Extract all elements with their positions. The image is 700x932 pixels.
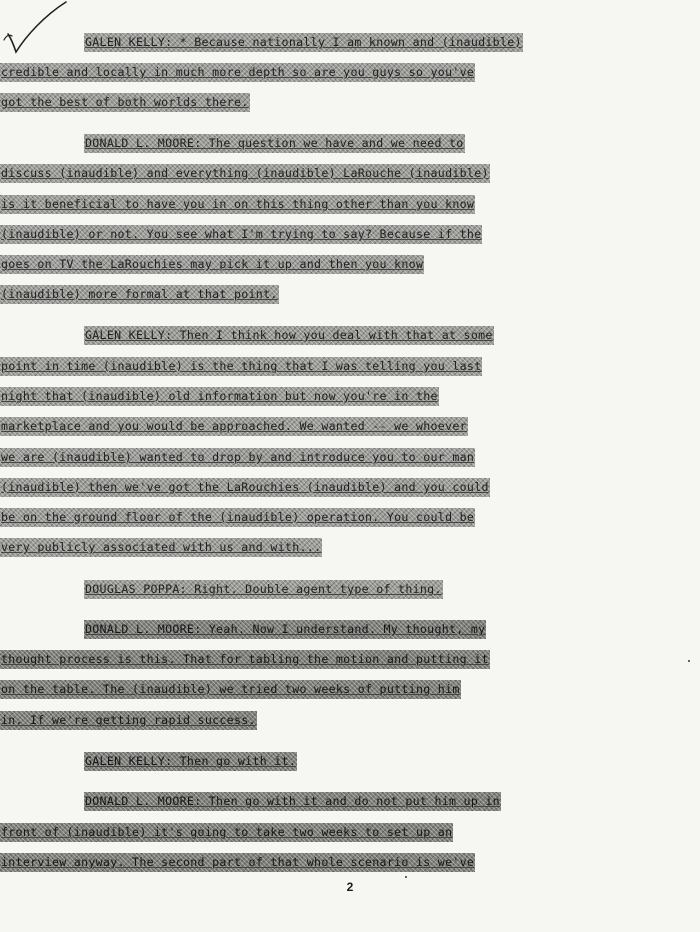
transcript-line-text: GALEN KELLY: Then I think how you deal with that at some: [84, 326, 494, 345]
transcript-line: [0, 711, 700, 730]
transcript-line-text: goes on TV the LaRouchies may pick it up and then you know: [0, 255, 424, 274]
transcript-line-text: (inaudible) or not. You see what I'm trying to say? Because if the: [0, 225, 482, 244]
transcript-line-text: be on the ground floor of the (inaudible) operation. You could be: [0, 508, 475, 527]
transcript-line-text: got the best of both worlds there.: [0, 93, 250, 112]
transcript-line: [0, 792, 700, 811]
page-number: 2: [346, 880, 354, 894]
transcript-line-text: night that (inaudible) old information but now you're in the: [0, 387, 439, 406]
transcript-line: [0, 164, 700, 183]
transcript-line-text: is it beneficial to have you in on this thing other than you know: [0, 195, 475, 214]
transcript-line: [0, 580, 700, 599]
transcript-line: [0, 134, 700, 153]
transcript-line: [0, 195, 700, 214]
transcript-line: [0, 680, 700, 699]
transcript-line: [0, 417, 700, 436]
transcript-line-text: interview anyway. The second part of that whole scenario is we've: [0, 853, 475, 872]
transcript-line-text: very publicly associated with us and with...: [0, 538, 322, 557]
transcript-line-text: DONALD L. MOORE: The question we have and we need to: [84, 134, 465, 153]
transcript-line-text: DONALD L. MOORE: Yeah. Now I understand. My thought, my: [84, 620, 486, 639]
transcript-line: [0, 508, 700, 527]
transcript-line-text: (inaudible) more formal at that point.: [0, 285, 279, 304]
transcript-line-text: DONALD L. MOORE: Then go with it and do not put him up in: [84, 792, 501, 811]
scan-speck: [688, 660, 690, 662]
transcript-line: [0, 620, 700, 639]
transcript-line: [0, 823, 700, 842]
transcript-line-text: GALEN KELLY: * Because nationally I am known and (inaudible): [84, 33, 523, 52]
transcript-line: [0, 285, 700, 304]
transcript-line: [0, 357, 700, 376]
transcript-line: [0, 538, 700, 557]
transcript-line-text: on the table. The (inaudible) we tried two weeks of putting him: [0, 680, 461, 699]
transcript-line: [0, 93, 700, 112]
scan-speck: [405, 876, 407, 878]
transcript-line: [0, 448, 700, 467]
transcript-line: [0, 255, 700, 274]
transcript-line: [0, 752, 700, 771]
transcript-line: [0, 853, 700, 872]
transcript-line-text: point in time (inaudible) is the thing that I was telling you last: [0, 357, 482, 376]
transcript-line-text: in. If we're getting rapid success.: [0, 711, 257, 730]
transcript-line-text: thought process is this. That for tabling the motion and putting it: [0, 650, 490, 669]
transcript-line-text: DOUGLAS POPPA: Right. Double agent type of thing.: [84, 580, 443, 599]
transcript-line-text: (inaudible) then we've got the LaRouchies (inaudible) and you could: [0, 478, 490, 497]
transcript-line-text: we are (inaudible) wanted to drop by and introduce you to our man: [0, 448, 475, 467]
transcript-line: [0, 63, 700, 82]
transcript-line: [0, 326, 700, 345]
transcript-line-text: credible and locally in much more depth so are you guys so you've: [0, 63, 475, 82]
transcript-line: [0, 225, 700, 244]
transcript-line: [0, 33, 700, 52]
transcript-line-text: front of (inaudible) it's going to take two weeks to set up an: [0, 823, 453, 842]
transcript-line-text: GALEN KELLY: Then go with it.: [84, 752, 297, 771]
transcript-line-text: discuss (inaudible) and everything (inaudible) LaRouche (inaudible): [0, 164, 490, 183]
transcript-line: [0, 478, 700, 497]
transcript-line-text: marketplace and you would be approached. We wanted -- we whoever: [0, 417, 468, 436]
transcript-line: [0, 650, 700, 669]
transcript-line: [0, 387, 700, 406]
